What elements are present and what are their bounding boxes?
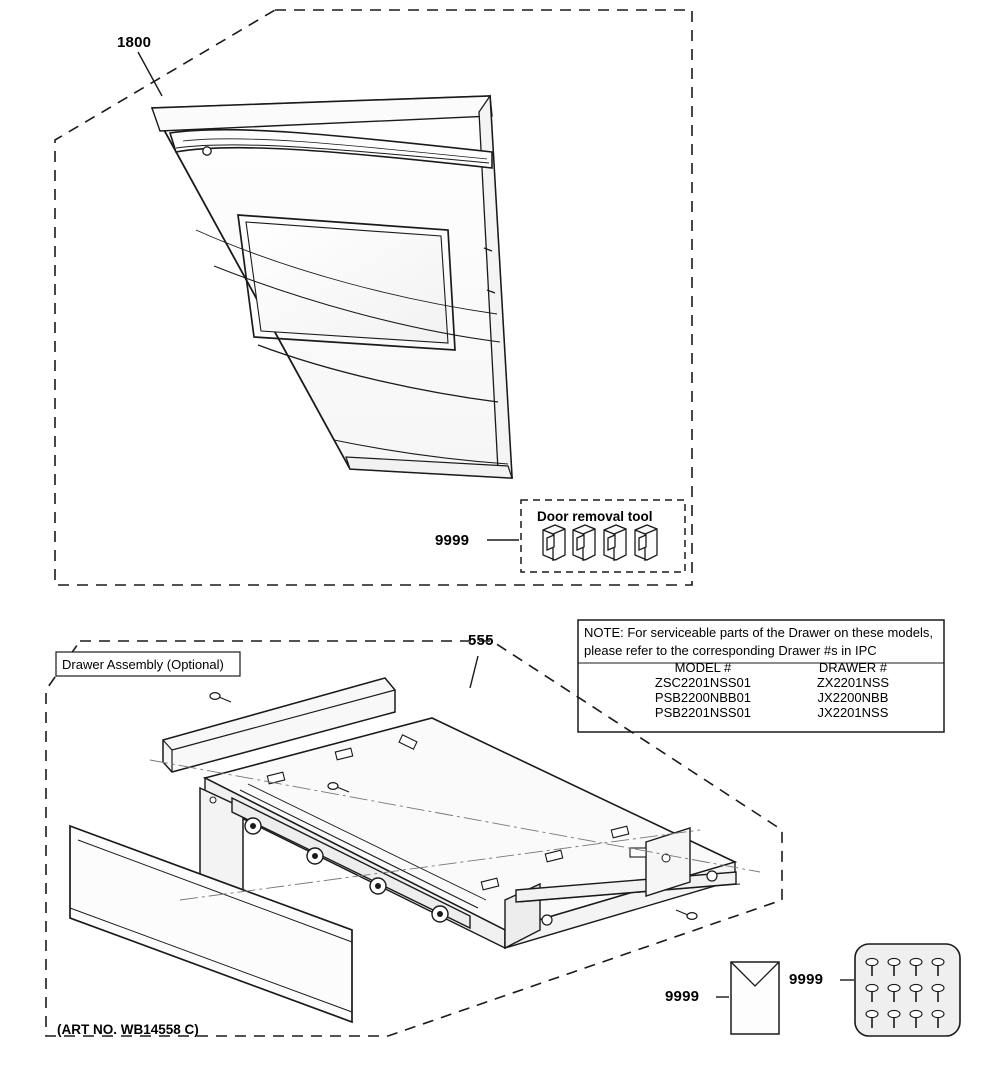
- callout-door: 1800: [117, 34, 152, 51]
- screw-pack: [840, 944, 960, 1036]
- table-row: [620, 675, 920, 690]
- callout-drawer: 555: [468, 632, 494, 649]
- callout-literature: 9999: [665, 988, 700, 1005]
- table-header-row: [620, 660, 920, 675]
- table-row: [620, 690, 920, 705]
- cell-model-2: PSB2200NBB01: [654, 690, 752, 705]
- callout-screw-pack: 9999: [789, 971, 824, 988]
- model-drawer-table: [620, 660, 920, 720]
- door-removal-tool-title: Door removal tool: [537, 509, 653, 524]
- cell-drawer-2: JX2200NBB: [817, 690, 889, 705]
- table-row: [620, 705, 920, 720]
- callout-door-removal-tool: 9999: [435, 532, 470, 549]
- column-header-model: MODEL #: [674, 660, 732, 675]
- oven-door-assembly: [152, 96, 512, 478]
- note-line-1: NOTE: For serviceable parts of the Drawer on these models,: [584, 625, 933, 640]
- cell-model-1: ZSC2201NSS01: [654, 675, 752, 690]
- column-header-drawer: DRAWER #: [818, 660, 888, 675]
- cell-model-3: PSB2201NSS01: [654, 705, 752, 720]
- literature-icon: [716, 962, 779, 1034]
- callout-leader-555: [470, 656, 478, 688]
- cell-drawer-1: ZX2201NSS: [816, 675, 890, 690]
- note-line-2: please refer to the corresponding Drawer #s in IPC: [584, 643, 877, 658]
- drawer-assembly-title: Drawer Assembly (Optional): [62, 657, 224, 672]
- art-number: (ART NO. WB14558 C): [57, 1022, 199, 1037]
- cell-drawer-3: JX2201NSS: [817, 705, 889, 720]
- warming-drawer-assembly: [70, 678, 760, 1022]
